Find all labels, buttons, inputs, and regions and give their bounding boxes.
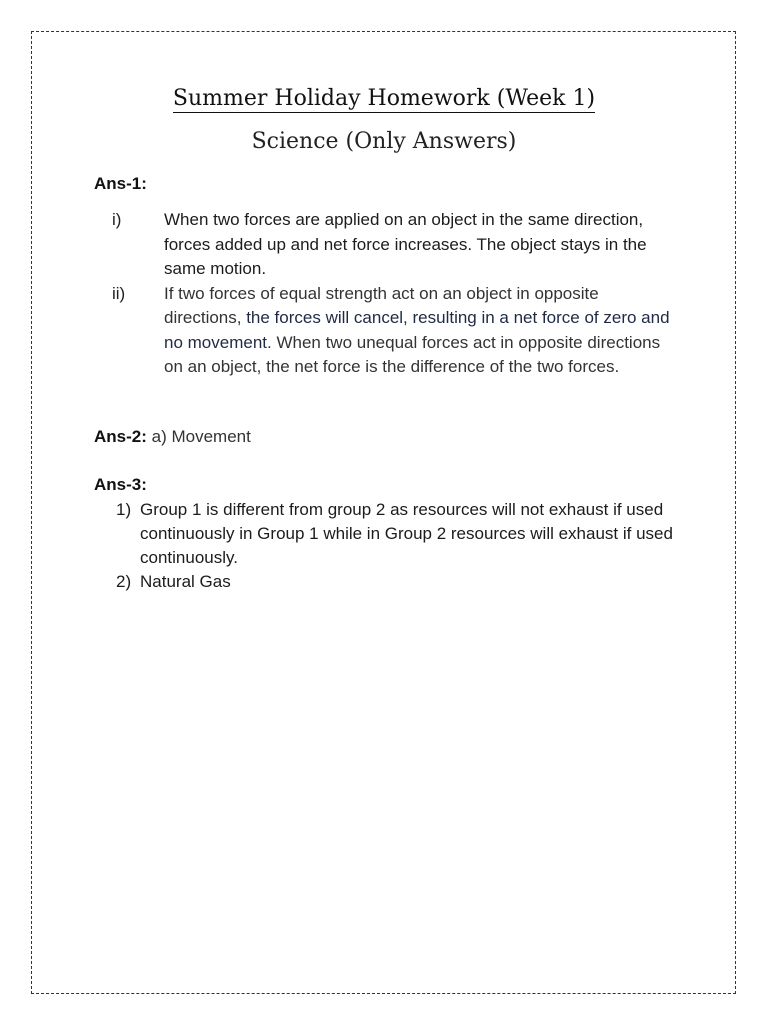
answer-1-item-ii-text-after: . When two unequal forces act in opposite directions on an object, the net force is the difference of the two forces. xyxy=(164,332,661,376)
answer-3-item-2 xyxy=(94,570,674,594)
answer-1-item-i-text: When two forces are applied on an object in the same direction, forces added up and net force increases. The object stays in the same motion. xyxy=(164,210,647,278)
document-subtitle: Science (Only Answers) xyxy=(251,129,517,154)
answer-3-item-2-text: Natural Gas xyxy=(140,572,231,591)
answer-1-item-ii xyxy=(94,282,674,380)
answer-3-list xyxy=(94,498,674,594)
list-marker: 1) xyxy=(116,500,132,519)
answer-2-label: Ans-2: xyxy=(94,427,147,446)
list-marker: 2) xyxy=(116,572,132,591)
answer-1-item-ii-text-highlight: the forces will cancel, resulting in a net force of zero and no movement xyxy=(164,308,670,352)
answer-3-label: Ans-3: xyxy=(94,475,147,494)
list-marker: ii) xyxy=(112,283,126,303)
answer-3-item-1-text: Group 1 is different from group 2 as resources will not exhaust if used continuously in Group 1 while in Group 2 resources will exhaust if used continuously. xyxy=(140,500,673,567)
answer-1-label: Ans-1: xyxy=(94,174,147,193)
answer-1-list xyxy=(94,208,674,380)
list-marker: i) xyxy=(112,210,122,229)
answer-1-item-ii-text-before: If two forces of equal strength act on an object in opposite directions, xyxy=(164,283,599,327)
answer-2 xyxy=(94,427,251,447)
answer-2-value: a) Movement xyxy=(146,427,251,446)
answer-1-item-i xyxy=(94,208,674,282)
document-title: Summer Holiday Homework (Week 1) xyxy=(172,86,596,111)
answer-3-item-1 xyxy=(94,498,674,570)
